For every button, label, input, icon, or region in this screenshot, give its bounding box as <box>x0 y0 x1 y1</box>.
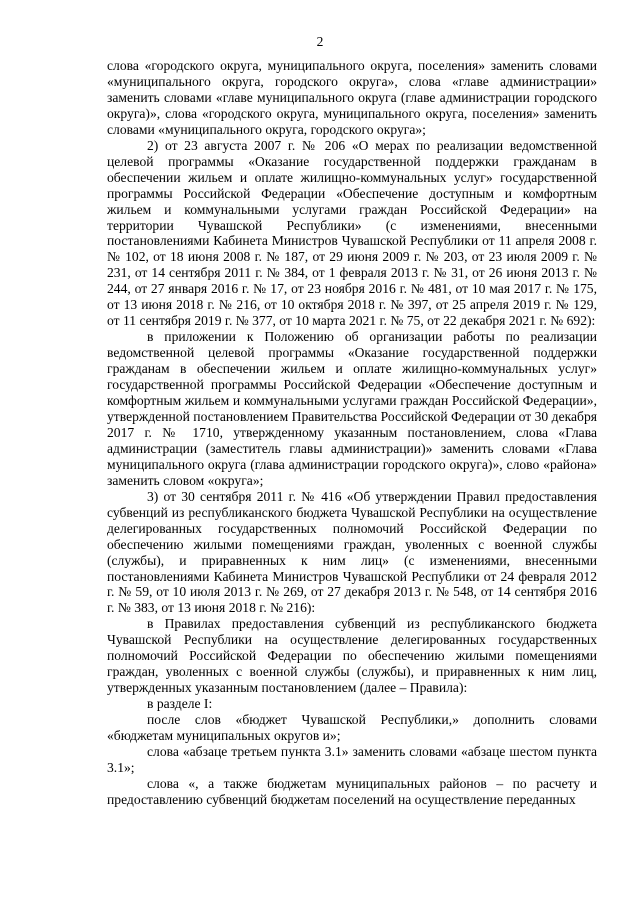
page-number: 2 <box>316 34 324 49</box>
paragraph-delete-words: слова «, а также бюджетам муниципальных районов – по расчету и предоставлению субвенций бюджетам поселений на осуществление переданных <box>107 775 597 807</box>
paragraph-item-3-resolution-416: 3) от 30 сентября 2011 г. № 416 «Об утверждении Правил предоставления субвенций из республиканского бюджета Чувашской Республики на осуществление делегированных государственных полномочий Российской Федерации по обеспечению жилыми помещениями граждан, уволенных с военной службы (службы), и приравненных к ним лиц» (с изменениями, внесенными постановлениями Кабинета Министров Чувашской Республики от 24 февраля 2012 г. № 59, от 10 июля 2013 г. № 269, от 27 декабря 2013 г. № 548, от 14 сентября 2016 г. № 383, от 13 июня 2018 г. № 216): <box>107 488 597 616</box>
paragraph-add-words: после слов «бюджет Чувашской Республики,» дополнить словами «бюджетам муниципальных округов и»; <box>107 712 597 744</box>
document-body <box>107 58 597 808</box>
paragraph-replace-clause: слова «абзаце третьем пункта 3.1» заменить словами «абзаце шестом пункта 3.1»; <box>107 743 597 775</box>
paragraph-item-2-resolution-206: 2) от 23 августа 2007 г. № 206 «О мерах по реализации ведомственной целевой программы «Оказание государственной поддержки гражданам в обеспечении жильем и оплате жилищно-коммунальных услуг» государственной программы Российской Федерации «Обеспечение доступным и комфортным жильем и коммунальными услугами граждан Российской Федерации» на территории Чувашской Республики» (с изменениями, внесенными постановлениями Кабинета Министров Чувашской Республики от 11 апреля 2008 г. № 102, от 18 июня 2008 г. № 187, от 29 июня 2009 г. № 203, от 23 июля 2009 г. № 231, от 14 сентября 2011 г. № 384, от 1 февраля 2013 г. № 31, от 26 июня 2013 г. № 244, от 27 января 2016 г. № 17, от 23 ноября 2016 г. № 481, от 10 мая 2017 г. № 175, от 13 июня 2018 г. № 216, от 10 октября 2018 г. № 397, от 25 апреля 2019 г. № 129, от 11 сентября 2019 г. № 377, от 10 марта 2021 г. № 75, от 22 декабря 2021 г. № 692): <box>107 137 597 329</box>
paragraph-replacement-terms: слова «городского округа, муниципального округа, поселения» заменить словами «муниципального округа, городского округа», слова «главе администрации» заменить словами «главе муниципального округа (главе администрации городского округа)», слова «городского округа, муниципального округа, поселения» заменить словами «муниципального округа, городского округа»; <box>107 58 597 137</box>
paragraph-rules-subventions: в Правилах предоставления субвенций из республиканского бюджета Чувашской Республики на осуществление делегированных государственных полномочий Российской Федерации по обеспечению жилыми помещениями граждан, уволенных с военной службы (службы), и приравненных к ним лиц, утвержденных указанным постановлением (далее – Правила): <box>107 616 597 696</box>
paragraph-section-1: в разделе I: <box>147 696 213 712</box>
paragraph-appendix-regulation: в приложении к Положению об организации работы по реализации ведомственной целевой программы «Оказание государственной поддержки гражданам в обеспечении жильем и оплате жилищно-коммунальных услуг» государственной программы Российской Федерации «Обеспечение доступным и комфортным жильем и коммунальными услугами граждан Российской Федерации», утвержденной постановлением Правительства Российской Федерации от 30 декабря 2017 г. № 1710, утвержденному указанным постановлением, слова «Глава администрации (заместитель главы администрации)» заменить словами «Глава муниципального округа (глава администрации городского округа)», слово «района» заменить словом «округа»; <box>107 329 597 488</box>
